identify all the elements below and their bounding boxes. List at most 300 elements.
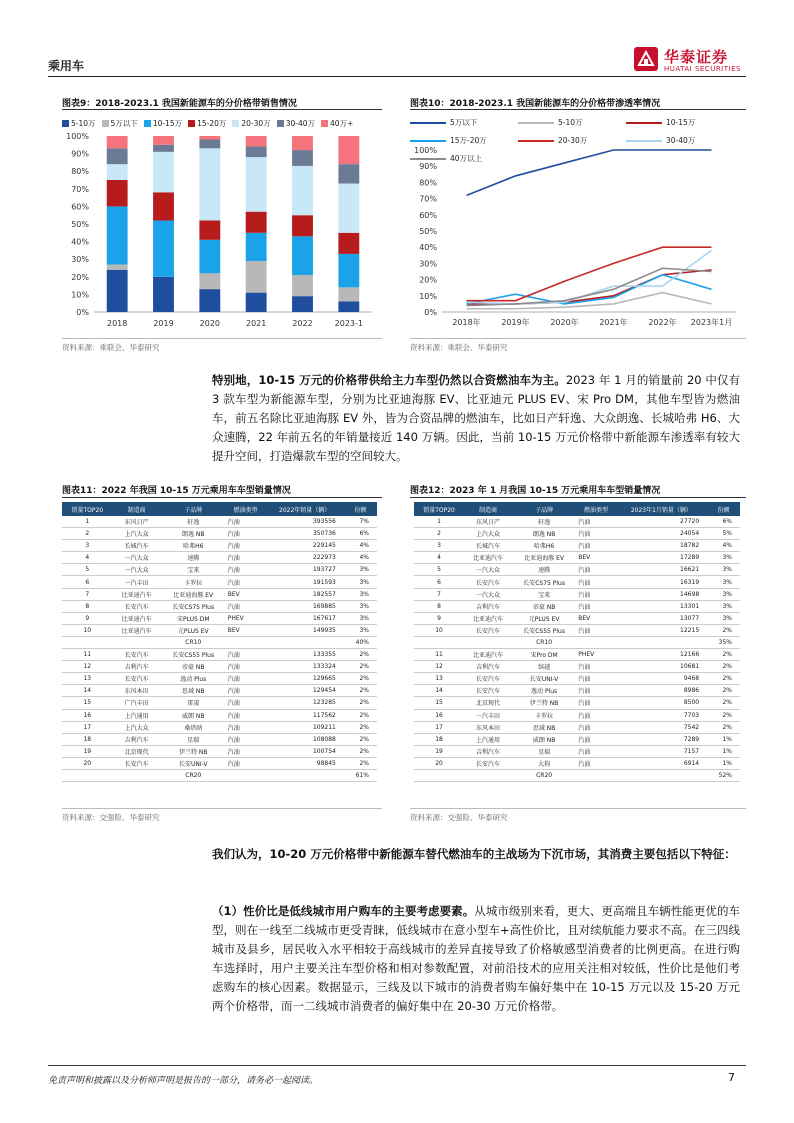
fig11-table-wrap: [62, 502, 377, 782]
table-cell: 20: [414, 757, 464, 769]
table-cell: 长安CS75 Plus: [512, 576, 576, 588]
legend-label: 10-15万: [152, 119, 183, 128]
table-cell: 大狗: [512, 757, 576, 769]
bar-15-20-2022: [292, 215, 313, 236]
table-cell: [464, 636, 512, 648]
bar-5-2023-1: [338, 287, 359, 301]
table-cell: 10: [62, 624, 113, 636]
table-cell: 长安汽车: [464, 673, 512, 685]
bar-5-10-2023-1: [338, 301, 359, 312]
table-row: [62, 600, 377, 612]
table-cell: 长安汽车: [113, 649, 161, 661]
table-cell: 10681: [616, 661, 708, 673]
table-summary-row: [62, 769, 377, 781]
table-cell: 13301: [616, 600, 708, 612]
table-cell: 13077: [616, 612, 708, 624]
table-cell: 一汽大众: [113, 552, 161, 564]
logo-text-en: HUATAI SECURITIES: [664, 65, 741, 73]
column-header: 份额: [344, 502, 377, 516]
table-cell: 19: [414, 745, 464, 757]
table-cell: 汽油: [226, 649, 266, 661]
table-cell: 11: [414, 649, 464, 661]
table-cell: 东风日产: [464, 516, 512, 528]
table-cell: 6%: [707, 516, 740, 528]
table-cell: 元PLUS EV: [161, 624, 226, 636]
table-cell: 星瑞: [161, 733, 226, 745]
table-cell: 帝豪 NB: [161, 661, 226, 673]
table-cell: 229145: [265, 540, 343, 552]
table-cell: 上汽通用: [113, 709, 161, 721]
table-row: [414, 709, 740, 721]
table-cell: 长安汽车: [464, 685, 512, 697]
legend-label: 5-10万: [558, 118, 583, 127]
column-header: 销量TOP20: [62, 502, 113, 516]
table-cell: 2%: [707, 624, 740, 636]
table-cell: PHEV: [576, 649, 615, 661]
table-row: [414, 576, 740, 588]
table-row: [414, 757, 740, 769]
x-tick-label: 2021: [245, 319, 267, 328]
y-tick-label: 10%: [71, 290, 89, 300]
paragraph-lead: 我们认为，10-20 万元价格带中新能源车替代燃油车的主战场为下沉市场，其消费主要包括以下特征：: [212, 847, 736, 861]
table-row: [62, 540, 377, 552]
y-tick-label: 80%: [419, 178, 437, 188]
table-cell: 长城汽车: [113, 540, 161, 552]
legend-label: 10-15万: [666, 118, 696, 127]
table-cell: 汽油: [226, 709, 266, 721]
table-cell: 7%: [344, 516, 377, 528]
bar-5-2022: [292, 275, 313, 296]
y-tick-label: 90%: [71, 149, 89, 159]
legend-line: [410, 140, 446, 142]
bar-20-30-2023-1: [338, 184, 359, 233]
table-cell: 汽油: [576, 576, 615, 588]
bar-20-30-2019: [153, 152, 174, 192]
table-cell: 长安汽车: [113, 673, 161, 685]
column-header: 燃油类型: [576, 502, 615, 516]
table-cell: 40%: [344, 636, 377, 648]
table-cell: 朗逸 NB: [161, 528, 226, 540]
bar-5-10-2020: [199, 289, 220, 312]
table-cell: 上汽通用: [464, 733, 512, 745]
bar-40-2019: [153, 136, 174, 145]
table-cell: 133324: [265, 661, 343, 673]
table-cell: 2%: [707, 697, 740, 709]
table-cell: [464, 769, 512, 781]
logo-text-cn: 华泰证券: [664, 48, 729, 66]
bar-10-15-2022: [292, 236, 313, 275]
table-cell: 3%: [707, 588, 740, 600]
paragraph-main-battlefield: [212, 845, 740, 864]
table-cell: 汽油: [226, 745, 266, 757]
legend-label: 30-40万: [285, 119, 315, 128]
table-cell: [265, 636, 343, 648]
table-cell: 8: [414, 600, 464, 612]
bar-10-15-2018: [107, 206, 128, 264]
table-cell: 2%: [344, 709, 377, 721]
table-cell: 长安CS75 Plus: [161, 600, 226, 612]
table-cell: 16319: [616, 576, 708, 588]
table-cell: 17: [414, 721, 464, 733]
table-cell: 17: [62, 721, 113, 733]
x-tick-label: 2019年: [501, 318, 530, 327]
table-cell: 汽油: [576, 697, 615, 709]
table-cell: 2%: [707, 649, 740, 661]
legend-label: 20-30万: [241, 119, 271, 128]
bar-15-20-2019: [153, 192, 174, 220]
bar-10-15-2020: [199, 240, 220, 273]
header-divider: [48, 76, 746, 77]
table-cell: 伊兰特 NB: [512, 697, 576, 709]
table-cell: 133355: [265, 649, 343, 661]
table-cell: 5%: [707, 528, 740, 540]
bar-15-20-2020: [199, 220, 220, 239]
table-cell: 汽油: [576, 528, 615, 540]
y-tick-label: 0%: [424, 308, 437, 317]
y-tick-label: 100%: [66, 132, 89, 141]
table-cell: 2%: [707, 673, 740, 685]
table-cell: 3%: [707, 576, 740, 588]
bar-5-10-2022: [292, 296, 313, 312]
table-cell: 汽油: [576, 709, 615, 721]
y-tick-label: 50%: [419, 227, 437, 236]
table-cell: 3%: [707, 600, 740, 612]
table-row: [62, 649, 377, 661]
table-cell: 6914: [616, 757, 708, 769]
table-cell: 169885: [265, 600, 343, 612]
table-cell: [414, 769, 464, 781]
fig9-title: 图表9：2018-2023.1 我国新能源车的分价格带销售情况: [62, 99, 297, 109]
table-cell: 2%: [707, 721, 740, 733]
fig10-title: 图表10：2018-2023.1 我国新能源车的分价格带渗透率情况: [410, 99, 661, 109]
table-cell: 哈弗H6: [512, 540, 576, 552]
y-tick-label: 60%: [71, 202, 89, 212]
table-row: [62, 733, 377, 745]
table-row: [62, 685, 377, 697]
fig11-sales-table: [62, 502, 377, 782]
table-cell: 16: [62, 709, 113, 721]
table-cell: 1: [414, 516, 464, 528]
table-cell: 星瑞: [512, 745, 576, 757]
legend-label: 15万-20万: [450, 136, 487, 145]
table-cell: 12215: [616, 624, 708, 636]
table-cell: CR20: [512, 769, 576, 781]
table-cell: 35%: [707, 636, 740, 648]
table-cell: 宝来: [512, 588, 576, 600]
table-cell: 9: [62, 612, 113, 624]
table-cell: [113, 636, 161, 648]
bar-30-40-2022: [292, 150, 313, 166]
table-cell: 98845: [265, 757, 343, 769]
legend-label: 5万以下: [110, 119, 138, 128]
table-cell: [265, 769, 343, 781]
bar-10-15-2019: [153, 220, 174, 276]
table-cell: 14: [62, 685, 113, 697]
table-cell: 149935: [265, 624, 343, 636]
table-cell: 吉利汽车: [464, 600, 512, 612]
table-cell: 2%: [344, 745, 377, 757]
bar-20-30-2021: [246, 157, 267, 212]
table-cell: 1: [62, 516, 113, 528]
table-cell: 2: [62, 528, 113, 540]
bar-40-2023-1: [338, 136, 359, 164]
y-tick-label: 50%: [71, 220, 89, 229]
table-cell: 3: [414, 540, 464, 552]
table-cell: 广汽丰田: [113, 697, 161, 709]
table-cell: 汽油: [226, 733, 266, 745]
table-cell: 思域 NB: [161, 685, 226, 697]
table-cell: 汽油: [576, 564, 615, 576]
table-cell: 2%: [344, 733, 377, 745]
table-row: [414, 516, 740, 528]
table-cell: PHEV: [226, 612, 266, 624]
x-tick-label: 2020: [199, 319, 221, 328]
table-row: [414, 528, 740, 540]
table-cell: BEV: [226, 588, 266, 600]
paragraph-body: 从城市级别来看，更大、更高端且车辆性能更优的车型，则在一线至二线城市更受青睐，低线城市在意小型车+高性价比，且对续航能力要求不高。在三四线城市及县乡，居民收入水平相较于高线城市的差异直接导致了价格敏感型消费者的比例更高。在进行购车选择时，用户主要关注车型价格和相对参数配置，对前沿技术的应用关注相对较低，性价比是他们考虑购车的核心因素。数据显示，三线及以下城市的消费者购车偏好集中在 10-15 万元以及 15-20 万元两个价格带，而一二线城市消费者的偏好集中在 20-30 万元价格带。: [212, 904, 741, 1013]
table-cell: 123285: [265, 697, 343, 709]
y-tick-label: 100%: [414, 146, 437, 155]
table-cell: 167617: [265, 612, 343, 624]
table-cell: 吉利汽车: [113, 661, 161, 673]
table-row: [62, 612, 377, 624]
table-cell: 上汽大众: [464, 528, 512, 540]
table-cell: 18: [62, 733, 113, 745]
table-cell: [62, 769, 113, 781]
table-cell: CR20: [161, 769, 226, 781]
column-header: 制造商: [464, 502, 512, 516]
table-cell: 北京现代: [113, 745, 161, 757]
y-tick-label: 30%: [419, 259, 437, 269]
table-cell: 长安CS55 Plus: [161, 649, 226, 661]
footer-divider: [48, 1065, 746, 1066]
table-cell: 12166: [616, 649, 708, 661]
table-cell: 比亚迪汽车: [113, 612, 161, 624]
table-row: [62, 564, 377, 576]
table-cell: 7703: [616, 709, 708, 721]
table-cell: 3%: [344, 588, 377, 600]
legend-label: 40万以上: [450, 154, 483, 163]
table-cell: 27720: [616, 516, 708, 528]
bar-15-20-2021: [246, 212, 267, 233]
column-header: 2023年1月销量（辆）: [616, 502, 708, 516]
legend-line: [626, 122, 662, 124]
bar-5-10-2019: [153, 277, 174, 312]
table-cell: 2%: [344, 685, 377, 697]
table-row: [62, 528, 377, 540]
table-summary-row: [414, 769, 740, 781]
table-cell: [62, 636, 113, 648]
table-cell: 15: [414, 697, 464, 709]
table-cell: 比亚迪汽车: [113, 624, 161, 636]
bar-30-40-2020: [199, 140, 220, 149]
table-cell: 4: [414, 552, 464, 564]
table-cell: 元PLUS EV: [512, 612, 576, 624]
table-cell: 吉利汽车: [464, 661, 512, 673]
table-cell: 3%: [707, 612, 740, 624]
legend-swatch: [232, 120, 239, 127]
y-tick-label: 10%: [419, 291, 437, 301]
table-cell: 17289: [616, 552, 708, 564]
table-cell: 汽油: [226, 564, 266, 576]
table-cell: 汽油: [226, 528, 266, 540]
column-header: 销量TOP20: [414, 502, 464, 516]
table-cell: 汽油: [226, 576, 266, 588]
paragraph-cost-performance: [212, 902, 740, 1016]
bar-10-15-2023-1: [338, 254, 359, 287]
bar-10-15-2021: [246, 233, 267, 261]
bar-5-2021: [246, 261, 267, 293]
paragraph-10-15-price-band: [212, 371, 740, 466]
table-row: [62, 697, 377, 709]
fig9-rule: [62, 109, 382, 110]
table-cell: [226, 769, 266, 781]
table-cell: 一汽大众: [113, 564, 161, 576]
y-tick-label: 30%: [71, 255, 89, 265]
legend-item: [626, 116, 728, 130]
table-cell: 轩逸: [161, 516, 226, 528]
table-cell: 193727: [265, 564, 343, 576]
table-cell: 5: [62, 564, 113, 576]
table-cell: 2%: [344, 697, 377, 709]
bar-30-40-2023-1: [338, 164, 359, 183]
line-5: [467, 150, 712, 195]
bar-20-30-2022: [292, 166, 313, 215]
table-row: [414, 697, 740, 709]
table-cell: 宋Pro DM: [512, 649, 576, 661]
table-cell: 2%: [707, 661, 740, 673]
table-cell: 上汽大众: [113, 528, 161, 540]
table-cell: 12: [414, 661, 464, 673]
paragraph-body: 2023 年 1 月的销量前 20 中仅有 3 款车型为新能源车型，分别为比亚迪海豚 EV、比亚迪元 PLUS EV、宋 Pro DM，其他车型皆为燃油车，前五名除比亚迪海豚 EV 外，皆为合资品牌的燃油车，比如日产轩逸、大众朗逸、长城哈弗 H6、大众速腾，22 年前五名的年销量接近 140 万辆。因此，当前 10-15 万元价格带中新能源车渗透率有较大提升空间，打造爆款车型的空间较大。: [212, 373, 741, 463]
table-cell: 61%: [344, 769, 377, 781]
x-tick-label: 2021年: [599, 318, 628, 327]
table-cell: [113, 769, 161, 781]
table-row: [414, 564, 740, 576]
table-cell: 18782: [616, 540, 708, 552]
table-cell: 长城汽车: [464, 540, 512, 552]
table-row: [414, 745, 740, 757]
table-cell: [226, 636, 266, 648]
table-cell: 卡罗拉: [161, 576, 226, 588]
bar-5-10-2021: [246, 293, 267, 312]
bar-30-40-2021: [246, 147, 267, 158]
table-cell: 威朗 NB: [512, 733, 576, 745]
legend-item: [410, 116, 512, 130]
table-cell: 4: [62, 552, 113, 564]
table-cell: 汽油: [576, 588, 615, 600]
table-cell: 一汽丰田: [113, 576, 161, 588]
table-cell: 2%: [707, 709, 740, 721]
table-row: [414, 600, 740, 612]
y-tick-label: 90%: [419, 162, 437, 172]
table-cell: 汽油: [576, 600, 615, 612]
table-cell: 13: [414, 673, 464, 685]
table-cell: 比亚迪汽车: [464, 649, 512, 661]
table-cell: 1%: [707, 745, 740, 757]
table-cell: 一汽大众: [464, 588, 512, 600]
table-cell: 汽油: [226, 673, 266, 685]
bar-5-2020: [199, 273, 220, 289]
table-summary-row: [414, 636, 740, 648]
bar-40-2021: [246, 136, 267, 147]
table-cell: 哈弗H6: [161, 540, 226, 552]
y-tick-label: 20%: [71, 272, 89, 282]
table-cell: 长安CS55 Plus: [512, 624, 576, 636]
table-cell: 3%: [344, 600, 377, 612]
table-row: [414, 552, 740, 564]
fig10-chart: [410, 144, 746, 336]
column-header: 燃油类型: [226, 502, 266, 516]
table-row: [414, 624, 740, 636]
table-cell: CR10: [512, 636, 576, 648]
table-cell: 吉利汽车: [113, 733, 161, 745]
table-cell: 2%: [344, 661, 377, 673]
table-cell: 14698: [616, 588, 708, 600]
table-cell: 191593: [265, 576, 343, 588]
fig12-sales-table: [414, 502, 740, 782]
fig9-source: 资料来源：乘联会、华泰研究: [62, 343, 160, 352]
table-cell: 12: [62, 661, 113, 673]
table-header-row: [62, 502, 377, 516]
table-cell: 缤越: [512, 661, 576, 673]
fig11-rule: [62, 497, 382, 498]
table-cell: BEV: [576, 552, 615, 564]
table-cell: 速腾: [512, 564, 576, 576]
table-row: [62, 709, 377, 721]
x-tick-label: 2020年: [550, 318, 579, 327]
table-cell: 汽油: [576, 673, 615, 685]
table-cell: 350736: [265, 528, 343, 540]
table-cell: 思域 NB: [512, 721, 576, 733]
fig9-chart: [62, 128, 382, 336]
table-cell: 一汽丰田: [464, 709, 512, 721]
x-tick-label: 2018年: [452, 318, 481, 327]
table-cell: 汽油: [226, 552, 266, 564]
table-cell: 24054: [616, 528, 708, 540]
table-cell: 逸动 Plus: [512, 685, 576, 697]
table-cell: 宋PLUS DM: [161, 612, 226, 624]
table-cell: 3: [62, 540, 113, 552]
fig12-table-wrap: [414, 502, 740, 782]
legend-line: [518, 122, 554, 124]
legend-label: 15-20万: [197, 119, 227, 128]
table-cell: 16: [414, 709, 464, 721]
table-cell: 2%: [707, 685, 740, 697]
table-cell: 汽油: [576, 516, 615, 528]
table-cell: 卡罗拉: [512, 709, 576, 721]
bar-40-2022: [292, 136, 313, 150]
y-tick-label: 60%: [419, 210, 437, 220]
table-cell: 52%: [707, 769, 740, 781]
legend-swatch: [188, 120, 195, 127]
bar-30-40-2019: [153, 145, 174, 152]
table-cell: 16621: [616, 564, 708, 576]
table-cell: 汽油: [226, 661, 266, 673]
table-cell: 汽油: [226, 697, 266, 709]
table-cell: 威朗 NB: [161, 709, 226, 721]
table-cell: 13: [62, 673, 113, 685]
table-cell: 上汽大众: [113, 721, 161, 733]
table-cell: 8986: [616, 685, 708, 697]
table-cell: 汽油: [576, 661, 615, 673]
table-cell: 117562: [265, 709, 343, 721]
table-row: [414, 673, 740, 685]
table-cell: 汽油: [226, 600, 266, 612]
table-row: [414, 721, 740, 733]
table-cell: 朗逸 NB: [512, 528, 576, 540]
bar-5-10-2018: [107, 270, 128, 312]
